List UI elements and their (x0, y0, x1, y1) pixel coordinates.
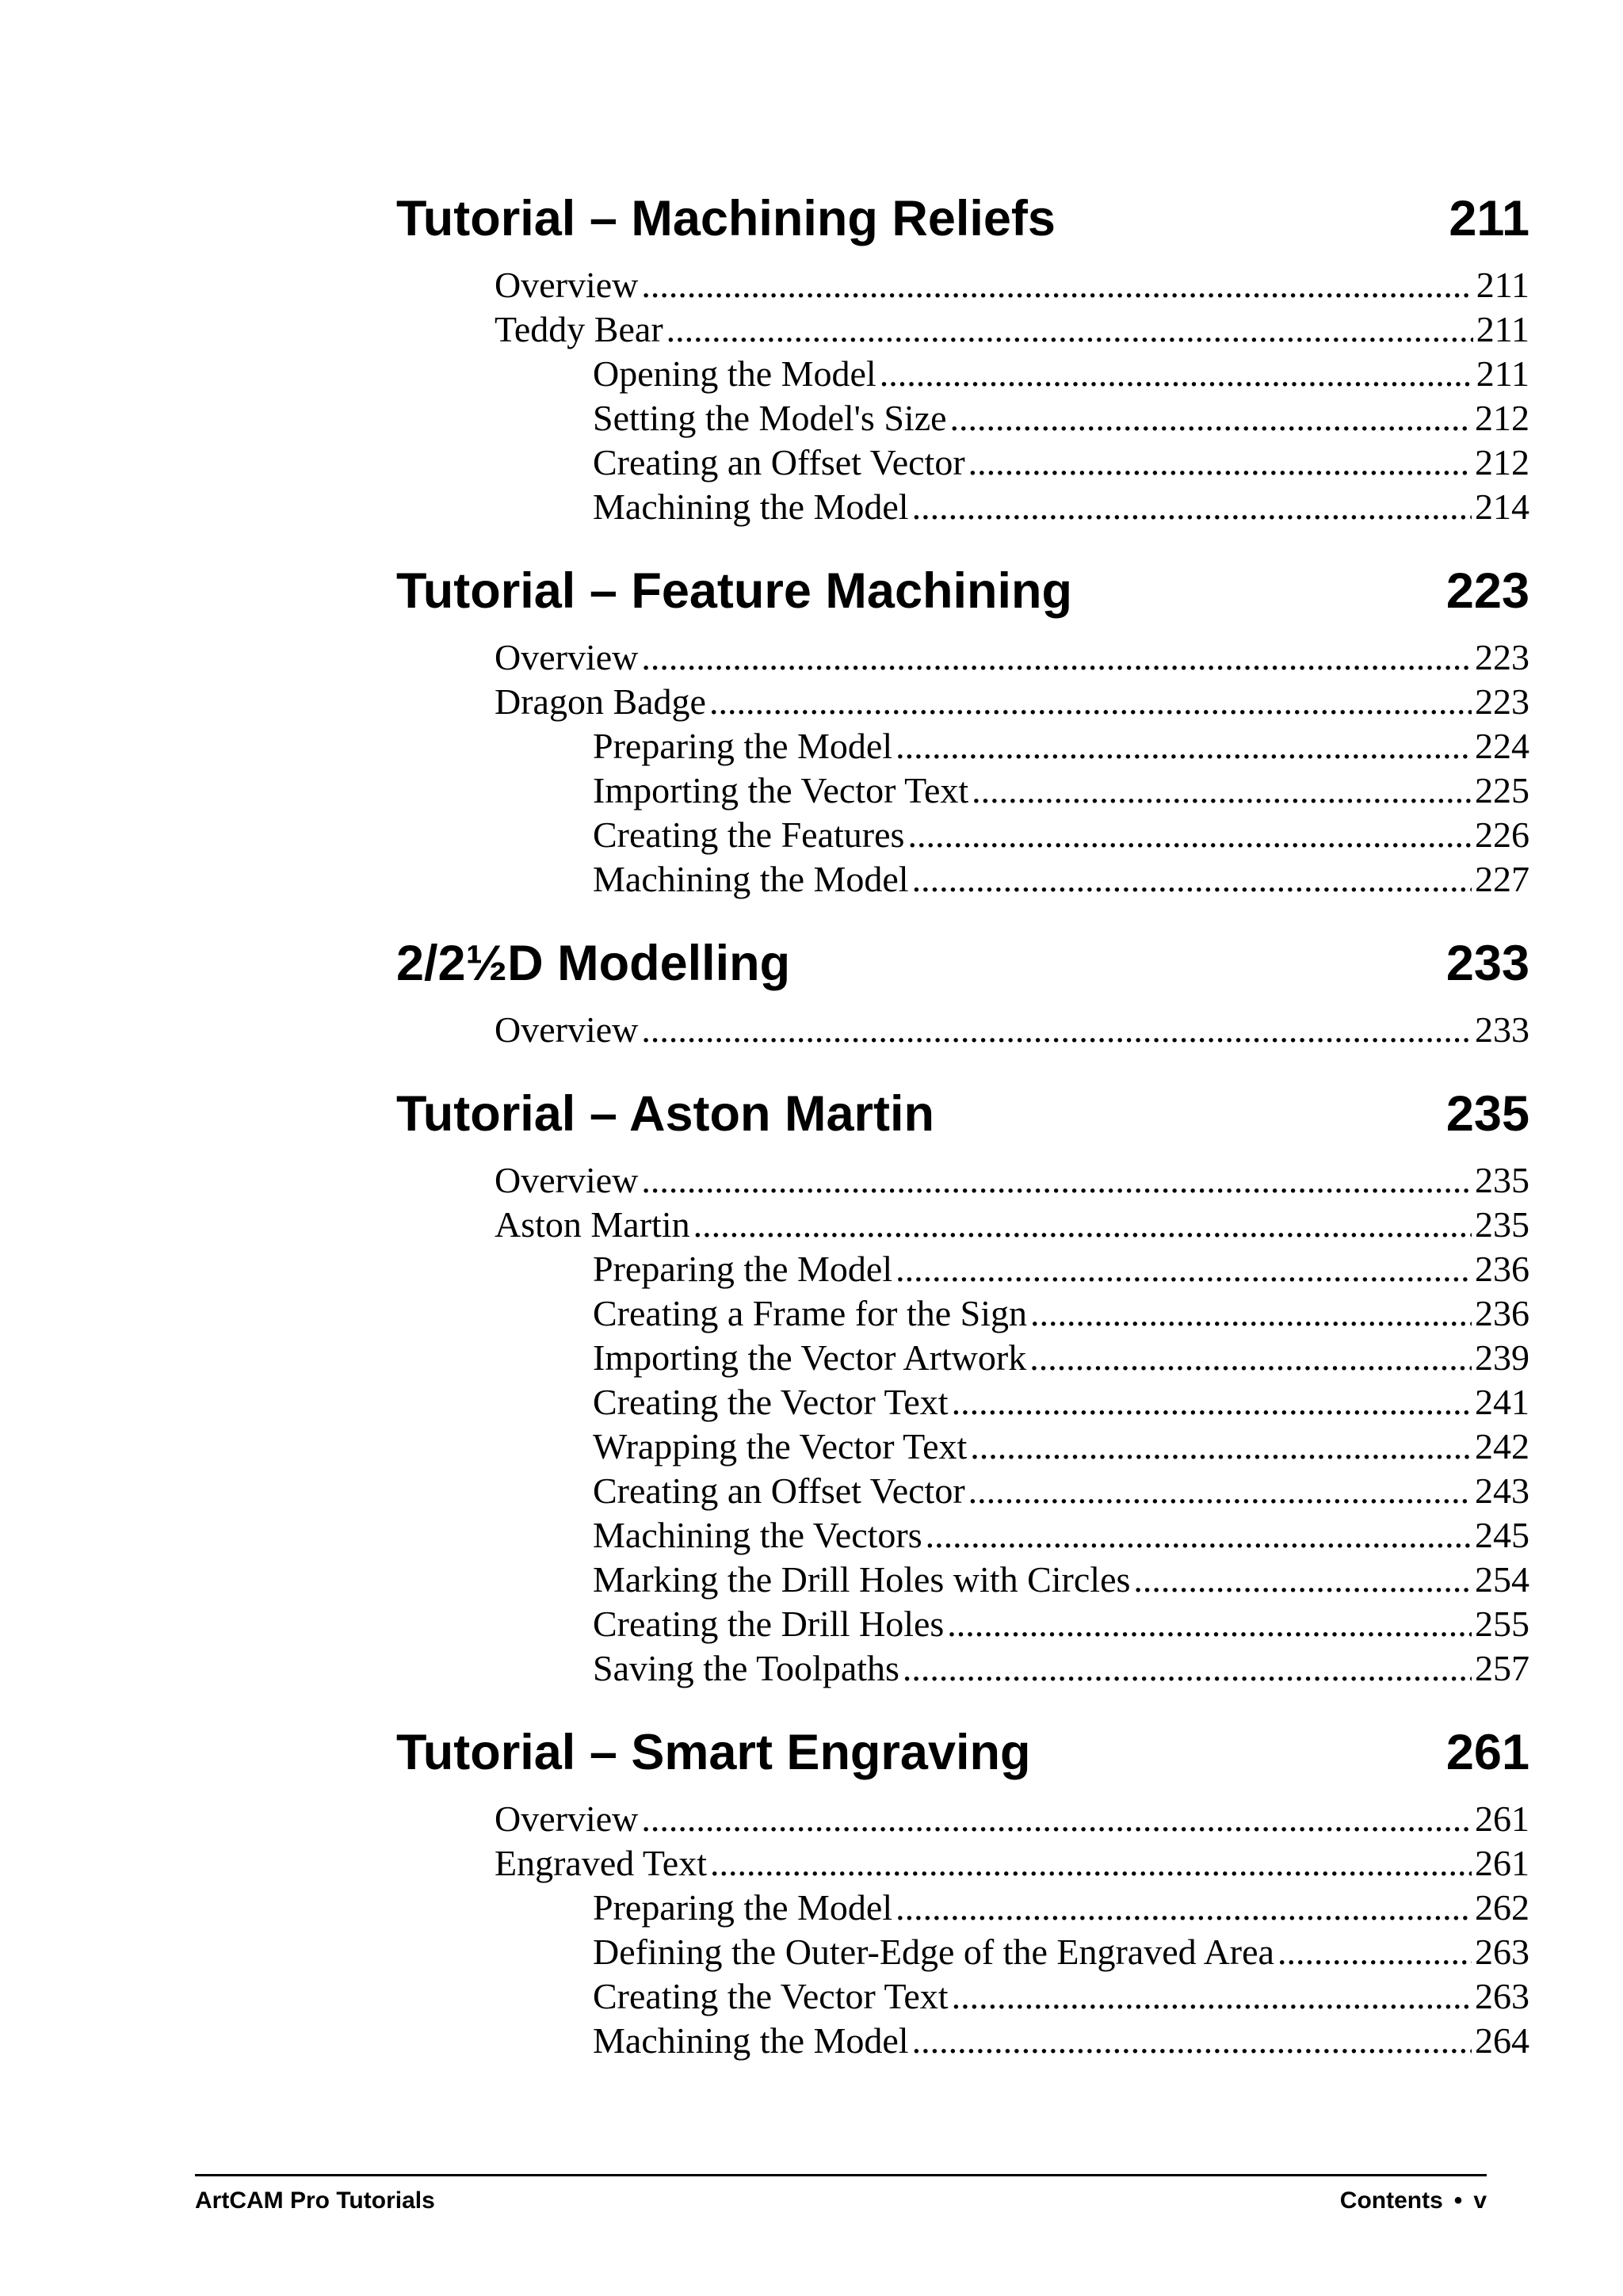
dot-leader (972, 769, 1472, 813)
dot-leader (912, 485, 1472, 529)
table-of-contents (396, 184, 1529, 2090)
toc-entry-title: Defining the Outer-Edge of the Engraved Area (593, 1932, 1274, 1972)
dot-leader (903, 1646, 1472, 1691)
dot-leader (912, 2019, 1472, 2063)
toc-entry-page-number: 211 (1476, 265, 1529, 305)
toc-entry-page-number: 212 (1475, 442, 1529, 482)
toc-entry[interactable] (396, 1336, 1529, 1380)
dot-leader (641, 635, 1472, 680)
toc-entry-list (396, 635, 1529, 902)
toc-section (396, 556, 1529, 902)
toc-entry[interactable] (396, 1646, 1529, 1691)
dot-leader (896, 1886, 1472, 1930)
toc-entry-title: Importing the Vector Artwork (593, 1337, 1027, 1378)
section-heading (396, 184, 1529, 254)
toc-entry-list (396, 263, 1529, 529)
toc-entry-title: Teddy Bear (495, 309, 663, 349)
toc-entry-title: Overview (495, 1160, 639, 1200)
toc-entry-page-number: 226 (1475, 814, 1529, 855)
dot-leader (968, 1469, 1472, 1513)
dot-leader (710, 1841, 1472, 1886)
toc-entry-page-number: 236 (1475, 1249, 1529, 1289)
toc-entry-title: Creating the Drill Holes (593, 1604, 945, 1644)
footer-right (1340, 2187, 1487, 2214)
toc-entry-page-number: 245 (1475, 1515, 1529, 1555)
toc-entry[interactable] (396, 2019, 1529, 2063)
toc-entry[interactable] (396, 813, 1529, 857)
toc-entry-page-number: 257 (1475, 1648, 1529, 1688)
toc-entry-page-number: 223 (1475, 681, 1529, 722)
toc-entry-list (396, 1797, 1529, 2063)
dot-leader (1029, 1336, 1472, 1380)
toc-entry-title: Opening the Model (593, 353, 876, 394)
toc-entry-title: Wrapping the Vector Text (593, 1426, 968, 1466)
toc-entry-title: Machining the Model (593, 2020, 909, 2061)
toc-entry-page-number: 235 (1475, 1204, 1529, 1245)
toc-section (396, 929, 1529, 1052)
toc-entry-page-number: 261 (1475, 1843, 1529, 1883)
dot-leader (641, 1158, 1472, 1203)
toc-entry-page-number: 261 (1475, 1798, 1529, 1839)
toc-entry-page-number: 243 (1475, 1470, 1529, 1511)
toc-entry-title: Creating the Vector Text (593, 1976, 949, 2016)
toc-entry[interactable] (396, 857, 1529, 902)
toc-entry[interactable] (396, 1247, 1529, 1291)
toc-entry-page-number: 211 (1476, 309, 1529, 349)
toc-entry-page-number: 263 (1475, 1976, 1529, 2016)
dot-leader (1277, 1930, 1472, 1974)
dot-leader (666, 307, 1473, 352)
dot-leader (1030, 1291, 1472, 1336)
toc-entry[interactable] (396, 1469, 1529, 1513)
footer-bullet: • (1453, 2187, 1463, 2214)
toc-entry[interactable] (396, 1158, 1529, 1203)
toc-entry-page-number: 236 (1475, 1293, 1529, 1333)
section-heading (396, 1079, 1529, 1149)
toc-entry-page-number: 214 (1475, 486, 1529, 527)
toc-entry-list (396, 1158, 1529, 1691)
toc-entry-list (396, 1008, 1529, 1052)
toc-entry-title: Preparing the Model (593, 1249, 893, 1289)
section-page-number: 223 (1445, 563, 1529, 619)
toc-entry[interactable] (396, 1558, 1529, 1602)
dot-leader (641, 1797, 1472, 1841)
section-heading (396, 929, 1529, 998)
toc-entry[interactable] (396, 1291, 1529, 1336)
toc-entry[interactable] (396, 1841, 1529, 1886)
page-footer (195, 2174, 1487, 2214)
dot-leader (952, 1380, 1472, 1425)
section-title: Tutorial – Machining Reliefs (396, 191, 1056, 246)
dot-leader (693, 1203, 1472, 1247)
dot-leader (968, 441, 1472, 485)
toc-entry[interactable] (396, 441, 1529, 485)
dot-leader (912, 857, 1472, 902)
dot-leader (641, 263, 1472, 307)
toc-entry[interactable] (396, 680, 1529, 724)
section-page-number: 233 (1445, 936, 1529, 991)
toc-entry-page-number: 239 (1475, 1337, 1529, 1378)
toc-entry[interactable] (396, 1008, 1529, 1052)
toc-entry[interactable] (396, 485, 1529, 529)
dot-leader (1133, 1558, 1472, 1602)
toc-section (396, 184, 1529, 529)
toc-entry-page-number: 263 (1475, 1932, 1529, 1972)
toc-entry-title: Overview (495, 1009, 639, 1050)
toc-entry-title: Machining the Model (593, 859, 909, 899)
toc-entry[interactable] (396, 724, 1529, 769)
section-title: Tutorial – Feature Machining (396, 563, 1072, 619)
toc-entry-title: Preparing the Model (593, 726, 893, 766)
toc-entry-title: Creating an Offset Vector (593, 1470, 965, 1511)
dot-leader (926, 1513, 1472, 1558)
toc-entry-title: Overview (495, 637, 639, 677)
dot-leader (947, 1602, 1472, 1646)
toc-entry-title: Machining the Model (593, 486, 909, 527)
toc-entry-title: Overview (495, 265, 639, 305)
toc-entry-title: Creating the Vector Text (593, 1382, 949, 1422)
section-page-number: 235 (1445, 1086, 1529, 1142)
toc-entry-title: Preparing the Model (593, 1887, 893, 1928)
toc-entry[interactable] (396, 635, 1529, 680)
section-heading (396, 556, 1529, 626)
footer-section-name: Contents (1339, 2187, 1443, 2214)
toc-entry-page-number: 233 (1475, 1009, 1529, 1050)
toc-entry[interactable] (396, 1380, 1529, 1425)
section-heading (396, 1718, 1529, 1787)
section-title: Tutorial – Aston Martin (396, 1086, 935, 1142)
toc-entry-page-number: 242 (1475, 1426, 1529, 1466)
section-title: Tutorial – Smart Engraving (396, 1725, 1031, 1780)
toc-entry-page-number: 254 (1475, 1559, 1529, 1600)
footer-page-number: v (1473, 2187, 1487, 2214)
dot-leader (896, 1247, 1472, 1291)
toc-entry-title: Setting the Model's Size (593, 398, 947, 438)
toc-entry-page-number: 227 (1475, 859, 1529, 899)
section-title: 2/2½D Modelling (396, 936, 791, 991)
toc-entry-title: Saving the Toolpaths (593, 1648, 899, 1688)
toc-entry[interactable] (396, 1797, 1529, 1841)
toc-entry-page-number: 212 (1475, 398, 1529, 438)
dot-leader (970, 1425, 1472, 1469)
toc-entry[interactable] (396, 307, 1529, 352)
toc-entry-title: Engraved Text (495, 1843, 708, 1883)
toc-section (396, 1718, 1529, 2063)
toc-entry[interactable] (396, 1425, 1529, 1469)
dot-leader (880, 352, 1473, 396)
dot-leader (641, 1008, 1472, 1052)
toc-entry-title: Creating an Offset Vector (593, 442, 965, 482)
dot-leader (950, 396, 1472, 441)
toc-entry-title: Aston Martin (495, 1204, 690, 1245)
toc-entry[interactable] (396, 1974, 1529, 2019)
toc-entry-page-number: 264 (1475, 2020, 1529, 2061)
toc-section (396, 1079, 1529, 1691)
toc-entry-page-number: 241 (1475, 1382, 1529, 1422)
toc-entry-page-number: 224 (1475, 726, 1529, 766)
toc-entry[interactable] (396, 263, 1529, 307)
toc-entry[interactable] (396, 1930, 1529, 1974)
toc-entry-title: Marking the Drill Holes with Circles (593, 1559, 1131, 1600)
toc-entry[interactable] (396, 396, 1529, 441)
toc-entry[interactable] (396, 352, 1529, 396)
dot-leader (896, 724, 1472, 769)
toc-entry-page-number: 235 (1475, 1160, 1529, 1200)
dot-leader (952, 1974, 1472, 2019)
dot-leader (907, 813, 1472, 857)
toc-entry-title: Overview (495, 1798, 639, 1839)
footer-book-title: ArtCAM Pro Tutorials (195, 2187, 435, 2214)
toc-entry-page-number: 255 (1475, 1604, 1529, 1644)
toc-entry[interactable] (396, 1513, 1529, 1558)
toc-entry-title: Machining the Vectors (593, 1515, 922, 1555)
toc-entry[interactable] (396, 769, 1529, 813)
toc-entry[interactable] (396, 1886, 1529, 1930)
toc-entry-page-number: 211 (1476, 353, 1529, 394)
section-page-number: 211 (1449, 191, 1529, 246)
toc-entry-title: Importing the Vector Text (593, 770, 969, 810)
dot-leader (709, 680, 1472, 724)
toc-entry[interactable] (396, 1602, 1529, 1646)
toc-entry-page-number: 223 (1475, 637, 1529, 677)
toc-entry-page-number: 262 (1475, 1887, 1529, 1928)
toc-entry[interactable] (396, 1203, 1529, 1247)
section-page-number: 261 (1445, 1725, 1529, 1780)
toc-entry-title: Dragon Badge (495, 681, 706, 722)
toc-entry-page-number: 225 (1475, 770, 1529, 810)
toc-entry-title: Creating a Frame for the Sign (593, 1293, 1028, 1333)
toc-entry-title: Creating the Features (593, 814, 905, 855)
